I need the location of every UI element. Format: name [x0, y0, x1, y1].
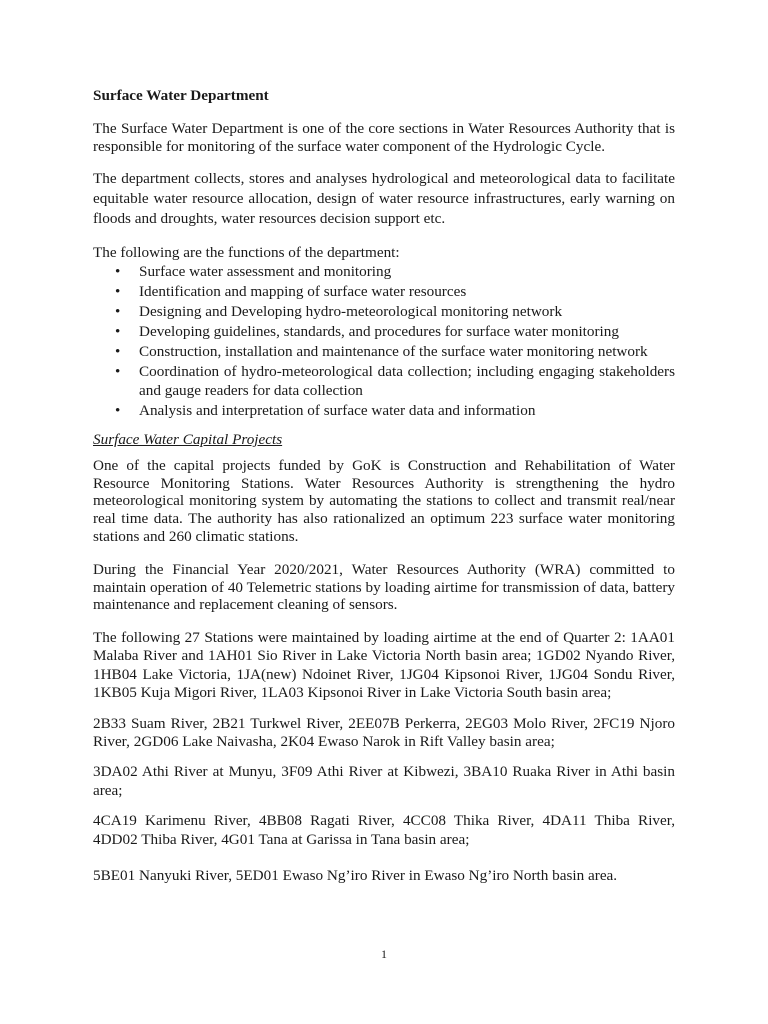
list-item: • Surface water assessment and monitoring — [115, 263, 392, 281]
list-item: • Identification and mapping of surface water resources — [115, 283, 467, 301]
section-heading: Surface Water Department — [93, 87, 269, 104]
intro-paragraph: The Surface Water Department is one of the core sections in Water Resources Authority that is responsible for monitoring of the surface water component of the Hydrologic Cycle. — [93, 120, 675, 155]
stations-ewaso-paragraph: 5BE01 Nanyuki River, 5ED01 Ewaso Ng’iro River in Ewaso Ng’iro North basin area. — [93, 867, 618, 884]
financial-year-paragraph: During the Financial Year 2020/2021, Water Resources Authority (WRA) committed to maintain operation of 40 Telemetric stations by loading airtime for transmission of data, battery maintenance and replacement cleaning of sensors. — [93, 561, 675, 614]
functions-list — [93, 263, 675, 420]
bullet-icon: • — [115, 263, 121, 281]
page-content — [93, 86, 675, 885]
list-item: • Developing guidelines, standards, and procedures for surface water monitoring — [115, 323, 619, 341]
bullet-icon: • — [115, 401, 121, 419]
stations-rift-valley-paragraph: 2B33 Suam River, 2B21 Turkwel River, 2EE07B Perkerra, 2EG03 Molo River, 2FC19 Njoro River, 2GD06 Lake Naivasha, 2K04 Ewaso Narok in Rift Valley basin area; — [93, 714, 675, 750]
stations-lake-victoria-paragraph: The following 27 Stations were maintained by loading airtime at the end of Quarter 2: 1AA01 Malaba River and 1AH01 Sio River in Lake Victoria North basin area; 1GD02 Nyando River, 1HB04 Lake Victoria, 1JA(new) Ndoinet River, 1JG04 Kipsonoi River, 1JG04 Sondu River, 1KB05 Kuja Migori River, 1LA03 Kipsonoi River in Lake Victoria South basin area; — [93, 628, 675, 702]
list-item: • Coordination of hydro-meteorological data collection; including engaging stakeholders and gauge readers for data collection — [115, 363, 675, 399]
stations-tana-paragraph: 4CA19 Karimenu River, 4BB08 Ragati River, 4CC08 Thika River, 4DA11 Thiba River, 4DD02 Thiba River, 4G01 Tana at Garissa in Tana basin area; — [93, 812, 675, 848]
bullet-icon: • — [115, 283, 121, 301]
capital-projects-heading: Surface Water Capital Projects — [93, 431, 283, 449]
functions-intro: The following are the functions of the department: — [93, 244, 400, 262]
stations-athi-paragraph: 3DA02 Athi River at Munyu, 3F09 Athi River at Kibwezi, 3BA10 Ruaka River in Athi basin area; — [93, 763, 675, 799]
department-paragraph: The department collects, stores and analyses hydrological and meteorological data to facilitate equitable water resource allocation, design of water resource infrastructures, early warning on floods and droughts, water resources decision support etc. — [93, 170, 675, 228]
bullet-icon: • — [115, 303, 121, 321]
capital-projects-paragraph: One of the capital projects funded by GoK is Construction and Rehabilitation of Water Resource Monitoring Stations. Water Resources Authority is strengthening the hydro meteorological monitoring system by automating the stations to collect and transmit real/near real time data. The authority has also rationalized an optimum 223 surface water monitoring stations and 260 climatic stations. — [93, 457, 675, 545]
list-item: • Designing and Developing hydro-meteorological monitoring network — [115, 303, 563, 321]
bullet-icon: • — [115, 323, 121, 341]
bullet-icon: • — [115, 343, 121, 361]
list-item: • Construction, installation and maintenance of the surface water monitoring network — [115, 343, 648, 361]
list-item: • Analysis and interpretation of surface water data and information — [115, 401, 536, 419]
bullet-icon: • — [115, 363, 121, 381]
page-number: 1 — [381, 947, 387, 961]
